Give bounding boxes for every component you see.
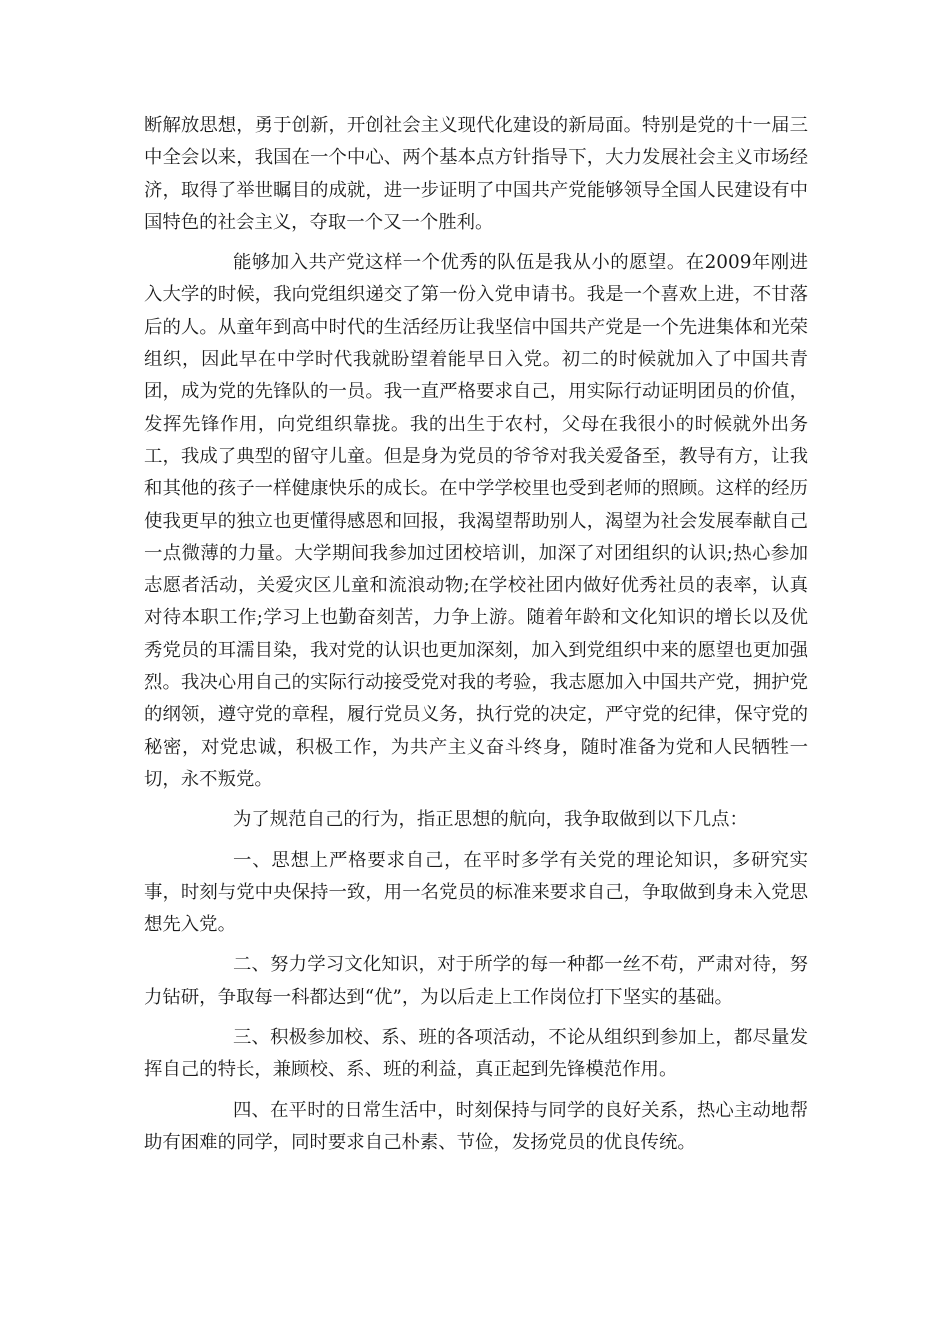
document-body	[144, 110, 808, 1167]
paragraph-point-three: 三、积极参加校、系、班的各项活动，不论从组织到参加上，都尽量发挥自己的特长，兼顾校、系、班的利益，真正起到先锋模范作用。	[144, 1027, 808, 1081]
paragraph-goals-intro: 为了规范自己的行为，指正思想的航向，我争取做到以下几点：	[233, 809, 748, 831]
paragraph-point-four: 四、在平时的日常生活中，时刻保持与同学的良好关系，热心主动地帮助有困难的同学，同时要求自己朴素、节俭，发扬党员的优良传统。	[144, 1099, 808, 1153]
paragraph-point-two: 二、努力学习文化知识，对于所学的每一种都一丝不苟，严肃对待，努力钻研，争取每一科都达到“优”，为以后走上工作岗位打下坚实的基础。	[144, 954, 808, 1008]
paragraph-continuation: 断解放思想，勇于创新，开创社会主义现代化建设的新局面。特别是党的十一届三中全会以来，我国在一个中心、两个基本点方针指导下，大力发展社会主义市场经济，取得了举世瞩目的成就，进一步证明了中国共产党能够领导全国人民建设有中国特色的社会主义，夺取一个又一个胜利。	[144, 115, 808, 233]
paragraph-personal-background: 能够加入共产党这样一个优秀的队伍是我从小的愿望。在2009年刚进入大学的时候，我向党组织递交了第一份入党申请书。我是一个喜欢上进，不甘落后的人。从童年到高中时代的生活经历让我坚信中国共产党是一个先进集体和光荣组织，因此早在中学时代我就盼望着能早日入党。初二的时候就加入了中国共青团，成为党的先锋队的一员。我一直严格要求自己，用实际行动证明团员的价值，发挥先锋作用，向党组织靠拢。我的出生于农村，父母在我很小的时候就外出务工，我成了典型的留守儿童。但是身为党员的爷爷对我关爱备至，教导有方，让我和其他的孩子一样健康快乐的成长。在中学学校里也受到老师的照顾。这样的经历使我更早的独立也更懂得感恩和回报，我渴望帮助别人，渴望为社会发展奉献自己一点微薄的力量。大学期间我参加过团校培训，加深了对团组织的认识;热心参加志愿者活动，关爱灾区儿童和流浪动物;在学校社团内做好优秀社员的表率，认真对待本职工作;学习上也勤奋刻苦，力争上游。随着年龄和文化知识的增长以及优秀党员的耳濡目染，我对党的认识也更加深刻，加入到党组织中来的愿望也更加强烈。我决心用自己的实际行动接受党对我的考验，我志愿加入中国共产党，拥护党的纲领，遵守党的章程，履行党员义务，执行党的决定，严守党的纪律，保守党的秘密，对党忠诚，积极工作，为共产主义奋斗终身，随时准备为党和人民牺牲一切，永不叛党。	[144, 252, 808, 790]
paragraph-point-one: 一、思想上严格要求自己，在平时多学有关党的理论知识，多研究实事，时刻与党中央保持一致，用一名党员的标准来要求自己，争取做到身未入党思想先入党。	[144, 849, 808, 936]
